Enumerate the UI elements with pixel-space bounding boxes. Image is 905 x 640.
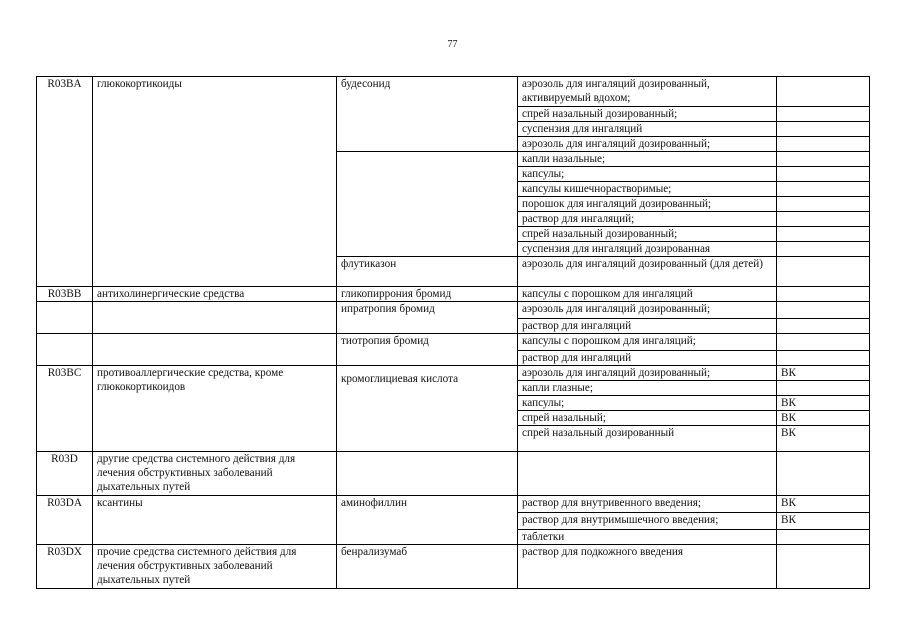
page-number: 77 xyxy=(447,39,458,50)
dosage-form-empty xyxy=(518,452,777,496)
atc-group-name: прочие средства системного действия для лечения обструктивных заболеваний дыхательных путей xyxy=(93,545,337,589)
atc-code: R03D xyxy=(37,452,93,496)
note-cell xyxy=(777,77,870,107)
atc-code: R03DA xyxy=(37,496,93,545)
atc-group-name: антихолинергические средства xyxy=(93,287,337,302)
prescription-mark: ВК xyxy=(777,411,870,426)
note-cell xyxy=(777,452,870,496)
dosage-form: раствор для ингаляций xyxy=(518,351,777,366)
note-cell xyxy=(777,351,870,366)
dosage-form: суспензия для ингаляций дозированная xyxy=(518,242,777,257)
atc-group-empty xyxy=(93,302,337,334)
note-cell xyxy=(777,334,870,351)
atc-group-name: ксантины xyxy=(93,496,337,545)
table-row xyxy=(37,302,870,319)
note-cell xyxy=(777,152,870,167)
dosage-form: раствор для подкожного введения xyxy=(518,545,777,589)
table-row xyxy=(37,287,870,302)
dosage-form: капсулы; xyxy=(518,167,777,182)
dosage-form: спрей назальный дозированный; xyxy=(518,227,777,242)
dosage-form: аэрозоль для ингаляций дозированный; xyxy=(518,366,777,381)
dosage-form: капсулы с порошком для ингаляций; xyxy=(518,334,777,351)
atc-code-empty xyxy=(37,334,93,366)
drug-name: бенрализумаб xyxy=(337,545,518,589)
dosage-form: аэрозоль для ингаляций дозированный (для детей) xyxy=(518,257,777,287)
note-cell xyxy=(777,197,870,212)
dosage-form: спрей назальный дозированный; xyxy=(518,107,777,122)
dosage-form: суспензия для ингаляций xyxy=(518,122,777,137)
drug-name: флутиказон xyxy=(337,257,518,287)
note-cell xyxy=(777,242,870,257)
note-cell xyxy=(777,107,870,122)
dosage-form: спрей назальный дозированный xyxy=(518,426,777,452)
note-cell xyxy=(777,257,870,287)
dosage-form: капли назальные; xyxy=(518,152,777,167)
note-cell xyxy=(777,287,870,302)
table-row xyxy=(37,77,870,107)
prescription-mark: ВК xyxy=(777,496,870,513)
drug-name: тиотропия бромид xyxy=(337,334,518,366)
dosage-form: порошок для ингаляций дозированный; xyxy=(518,197,777,212)
drug-name: аминофиллин xyxy=(337,496,518,545)
note-cell xyxy=(777,122,870,137)
atc-code-empty xyxy=(37,302,93,334)
dosage-form: раствор для ингаляций; xyxy=(518,212,777,227)
note-cell xyxy=(777,167,870,182)
table-row xyxy=(37,452,870,496)
atc-code: R03BA xyxy=(37,77,93,287)
prescription-mark xyxy=(777,530,870,545)
drug-name-empty xyxy=(337,152,518,257)
prescription-mark: ВК xyxy=(777,426,870,452)
atc-group-empty xyxy=(93,334,337,366)
dosage-form: раствор для внутримышечного введения; xyxy=(518,513,777,530)
atc-group-name: другие средства системного действия для лечения обструктивных заболеваний дыхательных путей xyxy=(93,452,337,496)
dosage-form: капсулы; xyxy=(518,396,777,411)
drug-name: кромоглициевая кислота xyxy=(337,366,518,452)
atc-code: R03BC xyxy=(37,366,93,452)
table-row xyxy=(37,545,870,589)
dosage-form: спрей назальный; xyxy=(518,411,777,426)
dosage-form: капли глазные; xyxy=(518,381,777,396)
table-row xyxy=(37,366,870,381)
table-row xyxy=(37,496,870,513)
dosage-form: аэрозоль для ингаляций дозированный, активируемый вдохом; xyxy=(518,77,777,107)
medicines-table xyxy=(36,76,870,589)
atc-group-name: противоаллергические средства, кроме глюкокортикоидов xyxy=(93,366,337,452)
dosage-form: капсулы кишечнорастворимые; xyxy=(518,182,777,197)
note-cell xyxy=(777,182,870,197)
drug-name-empty xyxy=(337,452,518,496)
prescription-mark: ВК xyxy=(777,513,870,530)
atc-code: R03BB xyxy=(37,287,93,302)
prescription-mark: ВК xyxy=(777,396,870,411)
atc-code: R03DX xyxy=(37,545,93,589)
dosage-form: раствор для ингаляций xyxy=(518,319,777,334)
note-cell xyxy=(777,227,870,242)
dosage-form: раствор для внутривенного введения; xyxy=(518,496,777,513)
drug-name: ипратропия бромид xyxy=(337,302,518,334)
prescription-mark xyxy=(777,381,870,396)
note-cell xyxy=(777,212,870,227)
dosage-form: аэрозоль для ингаляций дозированный; xyxy=(518,302,777,319)
note-cell xyxy=(777,545,870,589)
dosage-form: капсулы с порошком для ингаляций xyxy=(518,287,777,302)
note-cell xyxy=(777,302,870,319)
drug-name: будесонид xyxy=(337,77,518,152)
dosage-form: аэрозоль для ингаляций дозированный; xyxy=(518,137,777,152)
note-cell xyxy=(777,319,870,334)
drug-name: гликопиррония бромид xyxy=(337,287,518,302)
prescription-mark: ВК xyxy=(777,366,870,381)
atc-group-name: глюкокортикоиды xyxy=(93,77,337,287)
note-cell xyxy=(777,137,870,152)
dosage-form: таблетки xyxy=(518,530,777,545)
table-row xyxy=(37,334,870,351)
